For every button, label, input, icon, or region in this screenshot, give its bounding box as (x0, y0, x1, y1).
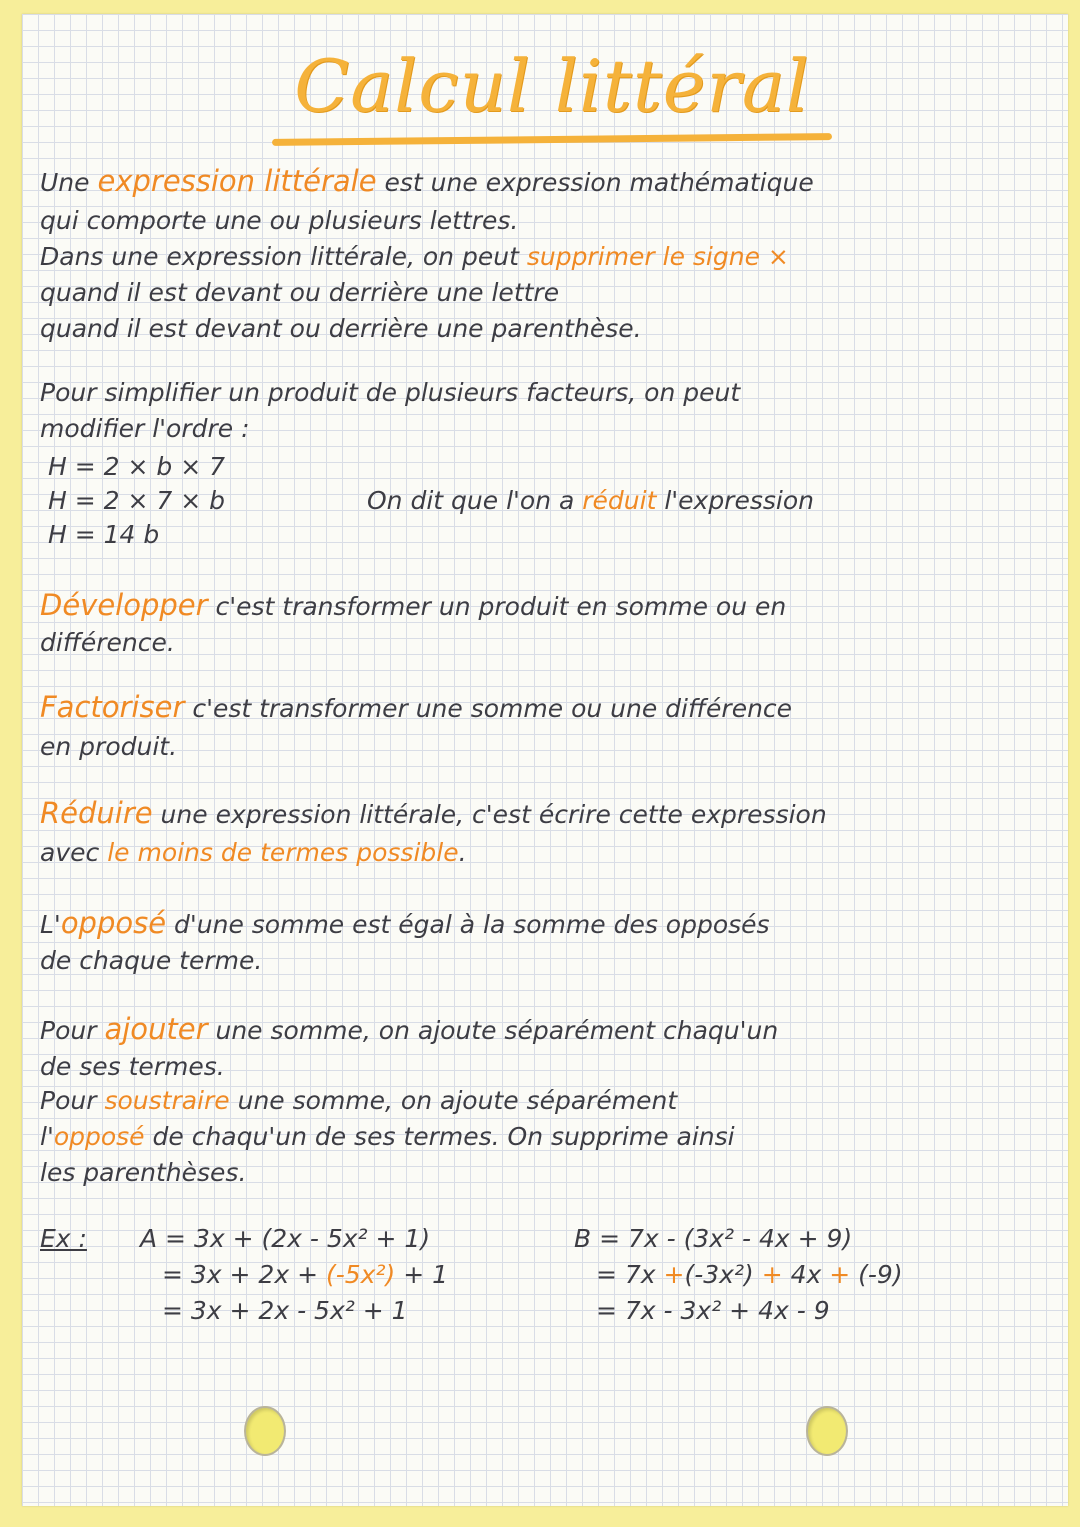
ajouter-line-2: de ses termes. (40, 1052, 225, 1081)
developper-line-1: Développer c'est transformer un produit en somme ou en (40, 588, 787, 622)
intro-line-1: Une expression littérale est une expression mathématique (40, 164, 814, 198)
highlight-oppose-2: opposé (53, 1122, 145, 1151)
highlight-reduit: réduit (582, 486, 657, 515)
highlight-expression-litterale: expression littérale (97, 164, 377, 198)
oppose-line-2: de chaque terme. (40, 946, 263, 975)
example-a-line-3: = 3x + 2x - 5x² + 1 (162, 1296, 408, 1325)
highlight-soustraire: soustraire (104, 1086, 230, 1115)
ajouter-line-1: Pour ajouter une somme, on ajoute séparément chaqu'un (40, 1012, 779, 1046)
example-a-line-2: = 3x + 2x + (-5x²) + 1 (162, 1260, 448, 1289)
example-b-line-1: B = 7x - (3x² - 4x + 9) (574, 1224, 853, 1253)
highlight-supprimer-signe: supprimer le signe × (526, 242, 789, 271)
reduire-line-1: Réduire une expression littérale, c'est écrire cette expression (40, 796, 827, 830)
produit-line-1: Pour simplifier un produit de plusieurs facteurs, on peut (40, 378, 741, 407)
example-a-line-1: A = 3x + (2x - 5x² + 1) (140, 1224, 431, 1253)
factoriser-line-2: en produit. (40, 732, 178, 761)
page-title: Calcul littéral (294, 44, 810, 128)
intro-line-4: quand il est devant ou derrière une lettre (40, 278, 560, 307)
equation-h-1: H = 2 × b × 7 (48, 452, 226, 481)
notebook-page (22, 14, 1068, 1506)
produit-line-2: modifier l'ordre : (40, 414, 250, 443)
title-block (252, 44, 852, 154)
title-underline (272, 133, 832, 146)
reduit-note: On dit que l'on a réduit l'expression (367, 486, 814, 515)
binder-hole-left (244, 1406, 286, 1456)
highlight-reduire: Réduire (40, 796, 153, 830)
equation-h-2: H = 2 × 7 × b (48, 486, 226, 515)
intro-line-5: quand il est devant ou derrière une parenthèse. (40, 314, 642, 343)
highlight-moins-de-termes: le moins de termes possible (107, 838, 459, 867)
highlight-oppose: opposé (60, 906, 167, 940)
ajouter-line-3: Pour soustraire une somme, on ajoute séparément (40, 1086, 678, 1115)
developper-line-2: différence. (40, 628, 175, 657)
example-b-line-3: = 7x - 3x² + 4x - 9 (596, 1296, 830, 1325)
example-label: Ex : (40, 1224, 87, 1253)
ajouter-line-5: les parenthèses. (40, 1158, 247, 1187)
intro-line-3: Dans une expression littérale, on peut supprimer le signe × (40, 242, 789, 271)
equation-h-3: H = 14 b (48, 520, 160, 549)
intro-line-2: qui comporte une ou plusieurs lettres. (40, 206, 519, 235)
binder-hole-right (806, 1406, 848, 1456)
highlight-ajouter: ajouter (104, 1012, 208, 1046)
example-b-line-2: = 7x +(-3x²) + 4x + (-9) (596, 1260, 903, 1289)
highlight-factoriser: Factoriser (40, 690, 185, 724)
reduire-line-2: avec le moins de termes possible. (40, 838, 467, 867)
factoriser-line-1: Factoriser c'est transformer une somme ou une différence (40, 690, 793, 724)
highlight-developper: Développer (40, 588, 208, 622)
oppose-line-1: L'opposé d'une somme est égal à la somme des opposés (40, 906, 770, 940)
ajouter-line-4: l'opposé de chaqu'un de ses termes. On supprime ainsi (40, 1122, 735, 1151)
